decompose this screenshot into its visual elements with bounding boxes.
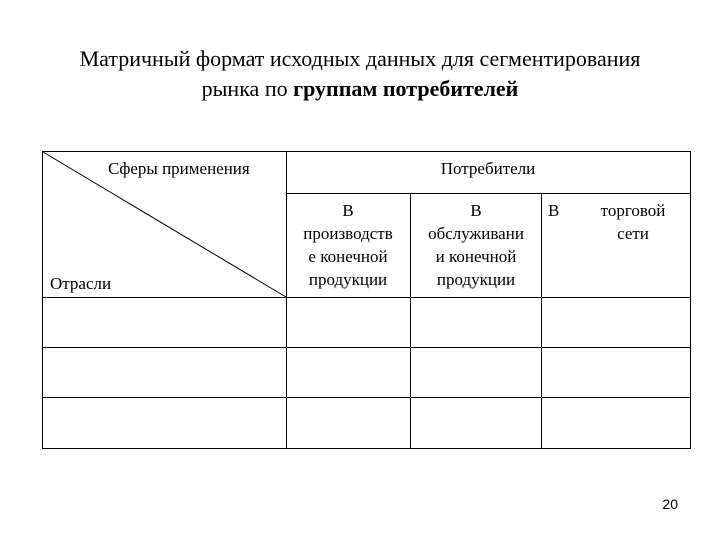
column-header-production xyxy=(287,199,409,291)
col1-line: В xyxy=(342,201,354,220)
title-line-2-plain: рынка по xyxy=(201,76,294,101)
col4-line: торговой xyxy=(600,201,666,220)
col2-line: обслуживани xyxy=(428,224,524,243)
col2-line: и конечной xyxy=(435,247,517,266)
corner-top-label: Сферы применения xyxy=(108,159,250,178)
col1-line: е конечной xyxy=(308,247,388,266)
title-line-1: Матричный формат исходных данных для сегментирования xyxy=(79,46,641,71)
page-number: 20 xyxy=(662,496,678,512)
col2-line: продукции xyxy=(436,270,516,289)
title-line-2-bold: группам потребителей xyxy=(293,76,519,101)
col4-line: сети xyxy=(617,224,649,243)
corner-bottom-label: Отрасли xyxy=(50,274,112,293)
col1-line: продукции xyxy=(308,270,388,289)
table-border xyxy=(43,152,691,449)
column-header-service xyxy=(411,199,541,291)
group-header-label: Потребители xyxy=(440,159,536,178)
col2-line: В xyxy=(470,201,482,220)
column-header-trade xyxy=(592,199,674,245)
col1-line: производств xyxy=(303,224,393,243)
column-header-trade-prefix: В xyxy=(548,201,560,220)
